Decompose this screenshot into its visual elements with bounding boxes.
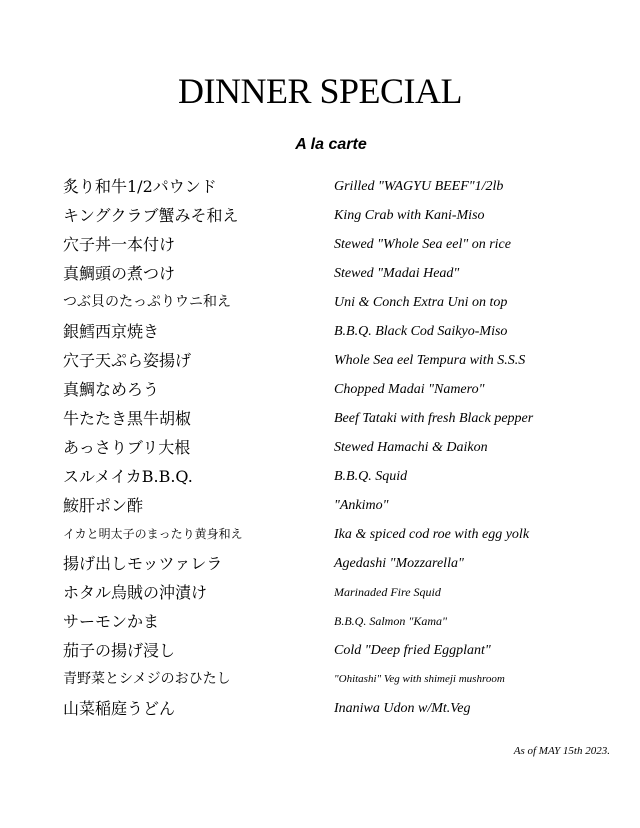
menu-item-english: "Ohitashi" Veg with shimeji mushroom (334, 673, 505, 685)
menu-item (0, 346, 640, 375)
menu-item-english: Stewed "Whole Sea eel" on rice (334, 237, 511, 252)
menu-item-english: King Crab with Kani-Miso (334, 208, 485, 223)
menu-item-japanese: ホタル烏賊の沖漬け (63, 583, 208, 602)
menu-item-japanese: サーモンかま (63, 612, 160, 631)
menu-item-japanese: 真鯛頭の煮つけ (63, 264, 176, 283)
menu-item (0, 549, 640, 578)
menu-item-japanese: 山菜稲庭うどん (63, 699, 176, 718)
menu-item (0, 665, 640, 694)
menu-item (0, 578, 640, 607)
menu-item (0, 172, 640, 201)
menu-item (0, 694, 640, 723)
menu-item-english: Uni & Conch Extra Uni on top (334, 295, 508, 310)
menu-item (0, 607, 640, 636)
menu-item-english: Stewed "Madai Head" (334, 266, 460, 281)
menu-item-japanese: 揚げ出しモッツァレラ (63, 554, 223, 573)
menu-item (0, 375, 640, 404)
menu-item-english: B.B.Q. Salmon "Kama" (334, 614, 448, 628)
menu-item-english: Cold "Deep fried Eggplant" (334, 643, 491, 658)
menu-item-english: Ika & spiced cod roe with egg yolk (334, 527, 530, 542)
menu-item-english: Grilled "WAGYU BEEF"1/2lb (334, 179, 504, 194)
menu-item-japanese: 穴子丼一本付け (63, 235, 176, 254)
menu-item (0, 230, 640, 259)
menu-item-japanese: つぶ貝のたっぷりウニ和え (63, 294, 231, 310)
menu-item-japanese: キングクラブ蟹みそ和え (63, 206, 239, 225)
menu-item-japanese: 牛たたき黒牛胡椒 (63, 409, 192, 428)
menu-item-english: Agedashi "Mozzarella" (334, 556, 464, 571)
menu-item-japanese: 銀鱈西京焼き (63, 322, 160, 341)
menu-item-english: B.B.Q. Squid (334, 469, 408, 484)
menu-item (0, 317, 640, 346)
menu-item-japanese: 鮟肝ポン酢 (63, 496, 144, 515)
menu-item-english: Beef Tataki with fresh Black pepper (334, 411, 534, 426)
menu-item (0, 259, 640, 288)
menu-item-english: Stewed Hamachi & Daikon (334, 440, 488, 455)
menu-item (0, 462, 640, 491)
menu-item (0, 636, 640, 665)
menu-item-english: "Ankimo" (334, 498, 389, 513)
menu-item-japanese: 青野菜とシメジのおひたし (63, 671, 231, 687)
menu-item-english: B.B.Q. Black Cod Saikyo-Miso (334, 324, 508, 339)
menu-item-japanese: 穴子天ぷら姿揚げ (63, 351, 192, 370)
menu-item (0, 520, 640, 549)
menu-item-english: Whole Sea eel Tempura with S.S.S (334, 353, 526, 368)
menu-item (0, 201, 640, 230)
menu-item-english: Marinaded Fire Squid (334, 585, 441, 599)
menu-item-english: Inaniwa Udon w/Mt.Veg (334, 701, 471, 716)
menu-list (0, 172, 640, 723)
menu-subtitle: A la carte (295, 136, 367, 153)
menu-item (0, 491, 640, 520)
menu-item-english: Chopped Madai "Namero" (334, 382, 485, 397)
menu-item-japanese: あっさりブリ大根 (63, 438, 191, 457)
date-note: As of MAY 15th 2023. (513, 745, 610, 757)
menu-item-japanese: イカと明太子のまったり黄身和え (63, 527, 243, 541)
menu-item-japanese: スルメイカB.B.Q. (63, 467, 193, 486)
page-title: DINNER SPECIAL (177, 71, 462, 111)
menu-item (0, 288, 640, 317)
menu-item-japanese: 真鯛なめろう (63, 380, 160, 399)
menu-item-japanese: 炙り和牛1/2パウンド (63, 177, 217, 196)
menu-item (0, 404, 640, 433)
menu-item-japanese: 茄子の揚げ浸し (63, 641, 176, 660)
menu-item (0, 433, 640, 462)
